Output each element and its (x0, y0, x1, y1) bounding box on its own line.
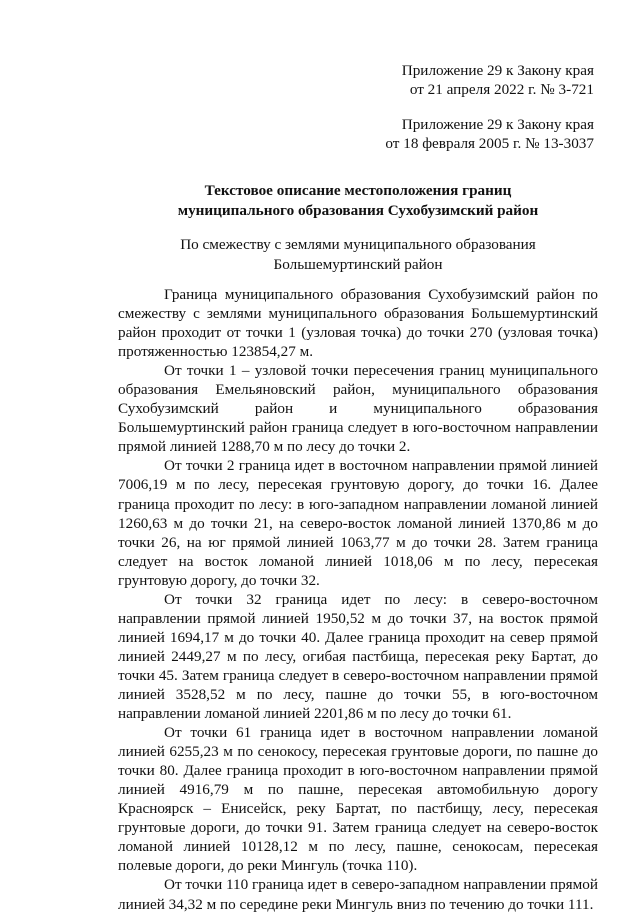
appendix-date-line: от 21 апреля 2022 г. № 3-721 (409, 81, 594, 98)
subtitle-line-1: По смежеству с землями муниципального образования (180, 236, 536, 253)
paragraph-point-110: От точки 110 граница идет в северо-западном направлении прямой линией 34,32 м по середине реки Мингуль вниз по течению до точки 111. (118, 876, 598, 913)
paragraph-point-32: От точки 32 граница идет по лесу: в северо-восточном направлении прямой линией 1950,52 м до точки 37, на восток прямой линией 1694,17 м до точки 40. Далее граница проходит на север прямой линией 2449,27 м по лесу, огибая пастбища, пересекая реку Бартат, до точки 45. Затем граница следует в северо-восточном направлении прямой линией 3528,52 м по лесу, пашне до точки 55, в юго-восточном направлении ломаной линией 2201,86 м по лесу до точки 61. (118, 590, 598, 723)
appendix-date-line: от 18 февраля 2005 г. № 13-3037 (385, 135, 594, 152)
paragraph-point-2: От точки 2 граница идет в восточном направлении прямой линией 7006,19 м по лесу, пересекая грунтовую дорогу, до точки 16. Далее граница проходит по лесу: в юго-западном направлении ломаной линией 1260,63 м до точки 21, на северо-восток ломаной линией 1370,86 м до точки 26, на юг прямой линией 1063,77 м до точки 28. Затем граница следует на восток ломаной линией 1018,06 м по лесу, пересекая грунтовую дорогу, до точки 32. (118, 457, 598, 589)
paragraph-point-1: От точки 1 – узловой точки пересечения границ муниципального образования Емельяновский район, муниципального образования Сухобузимский район и муниципального образования Большемуртинский район граница следует в юго-восточном направлении прямой линией 1288,70 м по лесу до точки 2. (118, 362, 598, 456)
subtitle-line-2: Большемуртинский район (273, 256, 443, 273)
title-line-2: муниципального образования Сухобузимский район (177, 202, 539, 219)
appendix-reference-original (385, 115, 594, 153)
section-subtitle (118, 235, 598, 275)
appendix-reference-current (402, 61, 594, 99)
title-line-1: Текстовое описание местоположения границ (204, 182, 512, 199)
document-title (118, 181, 598, 221)
appendix-line: Приложение 29 к Закону края (401, 62, 594, 79)
appendix-line: Приложение 29 к Закону края (401, 116, 594, 133)
paragraph-point-61: От точки 61 граница идет в восточном направлении ломаной линией 6255,23 м по сенокосу, пересекая грунтовые дороги, по пашне до точки 80. Далее граница проходит в юго-восточном направлении прямой линией 4916,79 м по пашне, пересекая автомобильную дорогу Красноярск – Енисейск, реку Бартат, по пастбищу, лесу, пересекая грунтовые дороги, до точки 91. Затем граница следует на северо-восток ломаной линией 10128,12 м по лесу, пашне, сенокосам, пересекая полевые дороги, до реки Мингуль (точка 110). (118, 724, 598, 875)
body-text (118, 285, 598, 914)
paragraph-boundary-summary: Граница муниципального образования Сухобузимский район по смежеству с землями муниципального образования Большемуртинский район проходит от точки 1 (узловая точка) до точки 270 (узловая точка) протяженностью 123854,27 м. (118, 286, 598, 361)
